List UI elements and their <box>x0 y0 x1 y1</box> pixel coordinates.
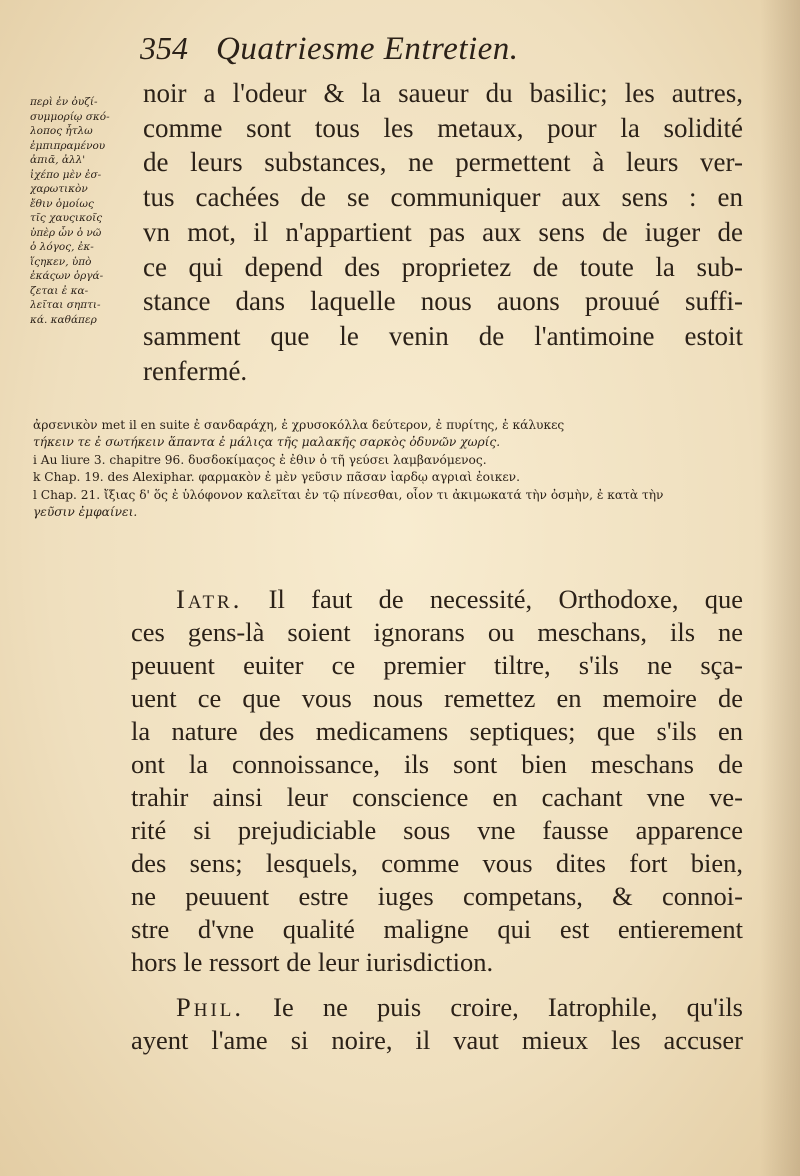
line-text: Il faut de necessité, Orthodoxe, que <box>268 584 743 614</box>
margin-note-line: κά. καθάπερ <box>30 313 97 326</box>
margin-note-line: ἐκάςων ὁργά- <box>30 270 104 282</box>
text-line: ayent l'ame si noire, il vaut mieux les accuser <box>131 1025 743 1055</box>
margin-note-line: χαρωτικὸν <box>30 183 88 195</box>
text-line: rité si prejudiciable sous vne fausse apparence <box>131 815 743 845</box>
paragraph-phil <box>131 991 743 1057</box>
footnotes <box>33 417 748 521</box>
footnote-line: τήκειν τε ἐ σωτήκειν ἅπαντα ἐ μάλιςα τῆς μαλακῆς σαρκὸς ὀδυνῶν χωρίς. <box>33 435 501 450</box>
text-line: ont la connoissance, ils sont bien meschans de <box>131 749 743 779</box>
page-edge-shadow <box>760 0 800 1176</box>
text-line: peuuent euiter ce premier tiltre, s'ils ne sça- <box>131 650 743 680</box>
text-line: hors le ressort de leur iurisdiction. <box>131 947 494 977</box>
text-line: trahir ainsi leur conscience en cachant vne ve- <box>131 782 743 812</box>
main-text-block <box>143 76 743 388</box>
speaker-label: Iatr. <box>176 584 243 614</box>
margin-note-line: ἰχέπο μὲν ἐσ- <box>30 168 102 181</box>
margin-notes <box>30 95 134 327</box>
running-title: Quatriesme Entretien. <box>216 31 519 67</box>
footnote-line: l Chap. 21. ἴξιας δ' ὅς ἐ ὑλόφονον καλεῖται ἐν τῷ πίνεσθαι, οἷον τι ἀκιμωκατά τὴν ὀσμὴν, ἐ κατὰ τὴν <box>33 487 664 502</box>
margin-note-line: ὁ λόγος, ἐκ- <box>30 241 94 253</box>
margin-note-line: τῖς χαυςικοῖς <box>30 212 103 224</box>
text-line: vn mot, il n'appartient pas aux sens de iuger de <box>143 216 743 247</box>
margin-note-line: ἔθιν ὁμοίως <box>30 197 94 210</box>
footnote-line: i Au liure 3. chapitre 96. δυσδοκίμαςος ἐ ἐθιν ὁ τῆ γεύσει λαμβανόμενος. <box>33 452 487 467</box>
margin-note-line: λεῖται σηπτι- <box>30 299 101 311</box>
text-line: des sens; lesquels, comme vous dites fort bien, <box>131 848 743 878</box>
footnote-line: ἀρσενικὸν met il en suite ἐ σανδαράχη, ἐ χρυσοκόλλα δεύτερον, ἐ πυρίτης, ἐ κάλυκες <box>33 418 565 432</box>
text-line <box>131 583 743 616</box>
text-line: ce qui depend des proprietez de toute la sub- <box>143 251 743 282</box>
text-line: tus cachées de se communiquer aux sens : en <box>143 182 743 213</box>
text-line: la nature des medicamens septiques; que s'ils en <box>131 716 743 746</box>
line-text: Ie ne puis croire, Iatrophile, qu'ils <box>273 992 743 1022</box>
margin-note-line: ἀπιᾶ, ἀλλ' <box>30 154 86 166</box>
margin-note-line: λοπος ἦτλω <box>30 125 93 137</box>
text-line: ces gens-là soient ignorans ou meschans, ils ne <box>131 617 743 647</box>
paragraph-iatr <box>131 583 743 979</box>
text-line: de leurs substances, ne permettent à leurs ver- <box>143 147 743 178</box>
page-number: 354 <box>140 30 188 66</box>
text-line: renfermé. <box>143 355 248 386</box>
text-line: samment que le venin de l'antimoine estoit <box>143 320 743 351</box>
footnote-line: γεῦσιν ἐμφαίνει. <box>33 505 138 520</box>
text-line: noir a l'odeur & la saueur du basilic; les autres, <box>143 78 743 108</box>
margin-note-line: συμμορίῳ σκό- <box>30 110 110 123</box>
page-header <box>140 30 660 82</box>
margin-note-line: ὑπὲρ ὧν ὁ νῶ <box>30 226 102 239</box>
text-line: comme sont tous les metaux, pour la solidité <box>143 112 743 143</box>
speaker-label: Phil. <box>176 992 245 1022</box>
margin-note-line: ἵςηκεν, ὑπὸ <box>30 255 92 268</box>
margin-note-line: περὶ ἐν ὀυζί- <box>30 96 98 108</box>
text-line: stance dans laquelle nous auons prouué suffi- <box>143 286 743 317</box>
footnote-line: k Chap. 19. des Alexiphar. φαρμακὸν ἐ μὲν γεῦσιν πᾶσαν ἰαρδῳ αγριαὶ ἐοικεν. <box>33 470 520 485</box>
text-line: uent ce que vous nous remettez en memoire de <box>131 683 743 713</box>
margin-note-line: ἐμπιπραμένου <box>30 139 106 152</box>
text-line: stre d'vne qualité maligne qui est entierement <box>131 914 743 944</box>
text-line <box>131 991 743 1024</box>
margin-note-line: ζεται ἐ κα- <box>30 284 89 297</box>
text-line: ne peuuent estre iuges competans, & connoi- <box>131 881 743 911</box>
